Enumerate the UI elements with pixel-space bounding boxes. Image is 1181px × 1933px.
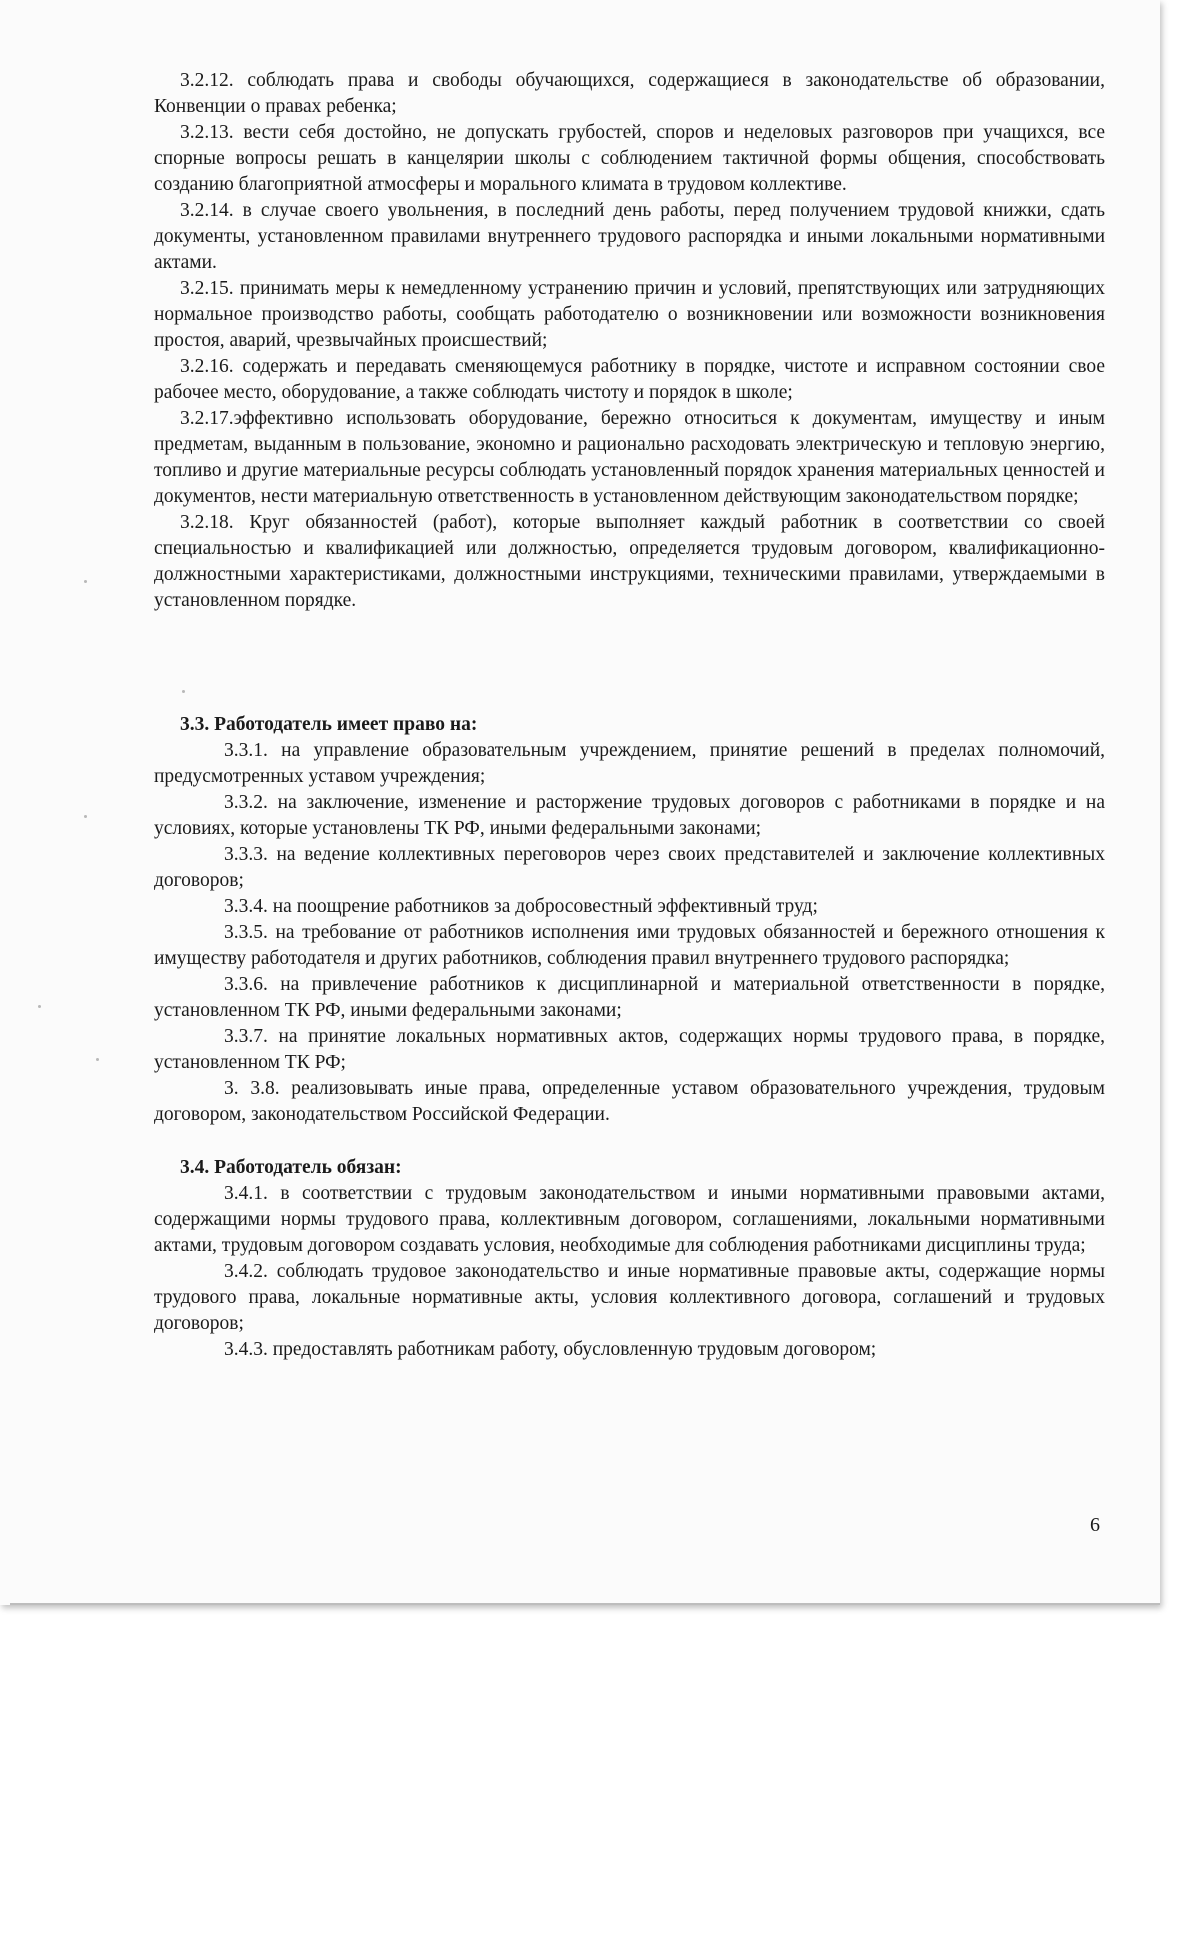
paragraph-3-2-12: 3.2.12. соблюдать права и свободы обучающихся, содержащиеся в законодательстве об образовании, Конвенции о правах ребенка; (154, 70, 1105, 117)
scan-speck (38, 1005, 41, 1008)
paragraph-3-2-16: 3.2.16. содержать и передавать сменяющемуся работнику в порядке, чистоте и исправном состоянии свое рабочее место, оборудование, а также соблюдать чистоту и порядок в школе; (154, 356, 1105, 403)
paragraph-3-3-8: 3. 3.8. реализовывать иные права, определенные уставом образовательного учреждения, трудовым договором, законодательством Российской Федерации. (154, 1078, 1105, 1125)
paragraph-3-2-18: 3.2.18. Круг обязанностей (работ), которые выполняет каждый работник в соответствии со своей специальностью и квалификацией или должностью, определяется трудовым договором, квалификационно-должностными характеристиками, должностными инструкциями, техническими правилами, утверждаемыми в установленном порядке. (154, 512, 1105, 611)
spacer (154, 1128, 1105, 1155)
paragraph-3-3-5: 3.3.5. на требование от работников исполнения ими трудовых обязанностей и бережного отношения к имуществу работодателя и других работников, соблюдения правил внутреннего трудового распорядка; (154, 922, 1105, 969)
heading-3-4: 3.4. Работодатель обязан: (180, 1157, 402, 1178)
paragraph-3-3-4: 3.3.4. на поощрение работников за добросовестный эффективный труд; (224, 896, 818, 917)
scan-speck (84, 815, 87, 818)
page-number: 6 (1090, 1514, 1100, 1536)
spacer (154, 614, 1105, 712)
paragraph-3-3-1: 3.3.1. на управление образовательным учреждением, принятие решений в пределах полномочий, предусмотренных уставом учреждения; (154, 740, 1105, 787)
paragraph-3-3-2: 3.3.2. на заключение, изменение и расторжение трудовых договоров с работниками в порядке и на условиях, которые установлены ТК РФ, иными федеральными законами; (154, 792, 1105, 839)
paragraph-3-2-15: 3.2.15. принимать меры к немедленному устранению причин и условий, препятствующих или затрудняющих нормальное производство работы, сообщать работодателю о возникновении или возможности возникновения простоя, аварий, чрезвычайных происшествий; (154, 278, 1105, 351)
page-body (154, 68, 1105, 1363)
paragraph-3-2-17: 3.2.17.эффективно использовать оборудование, бережно относиться к документам, имуществу и иным предметам, выданным в пользование, экономно и рационально расходовать электрическую и тепловую энергию, топливо и другие материальные ресурсы соблюдать установленный порядок хранения материальных ценностей и документов, нести материальную ответственность в установленном действующим законодательством порядке; (154, 408, 1105, 507)
page-edge-line (10, 1603, 1160, 1605)
paragraph-3-3-3: 3.3.3. на ведение коллективных переговоров через своих представителей и заключение коллективных договоров; (154, 844, 1105, 891)
paragraph-3-2-14: 3.2.14. в случае своего увольнения, в последний день работы, перед получением трудовой книжки, сдать документы, установленном правилами внутреннего трудового распорядка и иными локальными нормативными актами. (154, 200, 1105, 273)
paragraph-3-4-3: 3.4.3. предоставлять работникам работу, обусловленную трудовым договором; (224, 1339, 877, 1360)
scan-speck (96, 1058, 99, 1061)
paragraph-3-3-6: 3.3.6. на привлечение работников к дисциплинарной и материальной ответственности в порядке, установленном ТК РФ, иными федеральными законами; (154, 974, 1105, 1021)
heading-3-3: 3.3. Работодатель имеет право на: (180, 714, 478, 735)
paragraph-3-2-13: 3.2.13. вести себя достойно, не допускать грубостей, споров и неделовых разговоров при учащихся, все спорные вопросы решать в канцелярии школы с соблюдением тактичной формы общения, способствовать созданию благоприятной атмосферы и морального климата в трудовом коллективе. (154, 122, 1105, 195)
scan-speck (84, 580, 87, 583)
paragraph-3-4-2: 3.4.2. соблюдать трудовое законодательство и иные нормативные правовые акты, содержащие нормы трудового права, локальные нормативные акты, условия коллективного договора, соглашений и трудовых договоров; (154, 1261, 1105, 1334)
paragraph-3-4-1: 3.4.1. в соответствии с трудовым законодательством и иными нормативными правовыми актами, содержащими нормы трудового права, коллективным договором, соглашениями, локальными нормативными актами, трудовым договором создавать условия, необходимые для соблюдения работниками дисциплины труда; (154, 1183, 1105, 1256)
paragraph-3-3-7: 3.3.7. на принятие локальных нормативных актов, содержащих нормы трудового права, в порядке, установленном ТК РФ; (154, 1026, 1105, 1073)
